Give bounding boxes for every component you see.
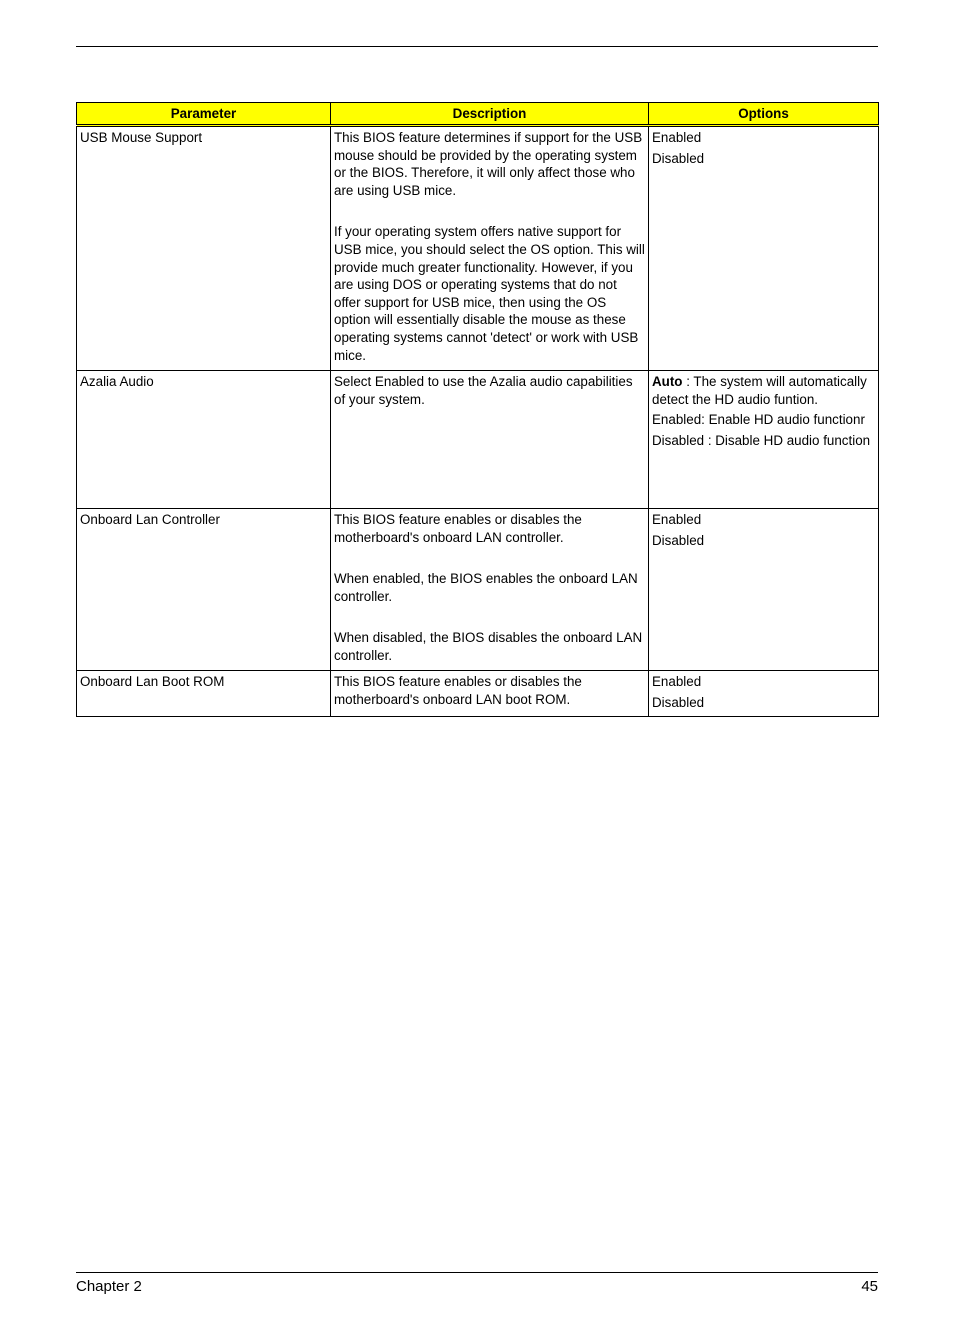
option-text: : The system will automatically detect the HD audio funtion.	[652, 374, 867, 407]
parameter-cell: Onboard Lan Boot ROM	[77, 671, 331, 717]
table-row	[77, 509, 879, 671]
description-cell	[331, 126, 649, 371]
option-item	[652, 673, 875, 691]
option-text: Enabled: Enable HD audio functionr	[652, 412, 865, 428]
description-paragraph: If your operating system offers native support for USB mice, you should select the OS option. This will provide much greater functionality. However, if you are using DOS or operating systems that do not offer support for USB mice, then using the OS option will essentially disable the mouse as these operating systems cannot 'detect' or work with USB mice.	[334, 224, 645, 363]
header-rule	[76, 46, 878, 47]
option-item	[652, 511, 875, 529]
table-row	[77, 671, 879, 717]
description-paragraph: This BIOS feature enables or disables the motherboard's onboard LAN controller.	[334, 512, 582, 545]
option-text: Enabled	[652, 512, 702, 527]
bios-parameter-table	[76, 102, 879, 717]
description-paragraph: This BIOS feature enables or disables the motherboard's onboard LAN boot ROM.	[334, 674, 582, 707]
option-text: Enabled	[652, 674, 702, 689]
description-cell	[331, 509, 649, 671]
footer-page-number: 45	[861, 1278, 878, 1295]
option-bold: Auto	[652, 374, 683, 389]
parameter-cell: Azalia Audio	[77, 371, 331, 509]
description-paragraph: Select Enabled to use the Azalia audio capabilities of your system.	[334, 374, 633, 407]
options-cell	[649, 126, 879, 371]
options-cell	[649, 671, 879, 717]
option-item	[652, 129, 875, 147]
option-text: Disabled	[652, 694, 705, 710]
description-paragraph: This BIOS feature determines if support for the USB mouse should be provided by the operating system or the BIOS. Therefore, it will only affect those who are using USB mice.	[334, 130, 643, 198]
option-item	[652, 373, 875, 408]
option-item	[652, 150, 875, 168]
column-header-parameter: Parameter	[77, 103, 331, 126]
parameter-cell: Onboard Lan Controller	[77, 509, 331, 671]
option-item	[652, 694, 875, 712]
table-header-row	[77, 103, 879, 126]
option-item	[652, 411, 875, 429]
option-item	[652, 432, 875, 450]
option-item	[652, 532, 875, 550]
table-row	[77, 371, 879, 509]
footer-rule	[76, 1272, 878, 1273]
option-text: Disabled	[652, 532, 705, 548]
description-cell	[331, 371, 649, 509]
column-header-description: Description	[331, 103, 649, 126]
footer-chapter: Chapter 2	[76, 1278, 142, 1295]
option-text: Disabled	[652, 150, 705, 166]
description-paragraph: When disabled, the BIOS disables the onboard LAN controller.	[334, 630, 643, 663]
column-header-options: Options	[649, 103, 879, 126]
options-cell	[649, 509, 879, 671]
description-cell	[331, 671, 649, 717]
parameter-cell: USB Mouse Support	[77, 126, 331, 371]
option-text: Enabled	[652, 130, 702, 145]
description-paragraph: When enabled, the BIOS enables the onboard LAN controller.	[334, 571, 638, 604]
options-cell	[649, 371, 879, 509]
table-row	[77, 126, 879, 371]
option-text: Disabled : Disable HD audio function	[652, 432, 871, 448]
